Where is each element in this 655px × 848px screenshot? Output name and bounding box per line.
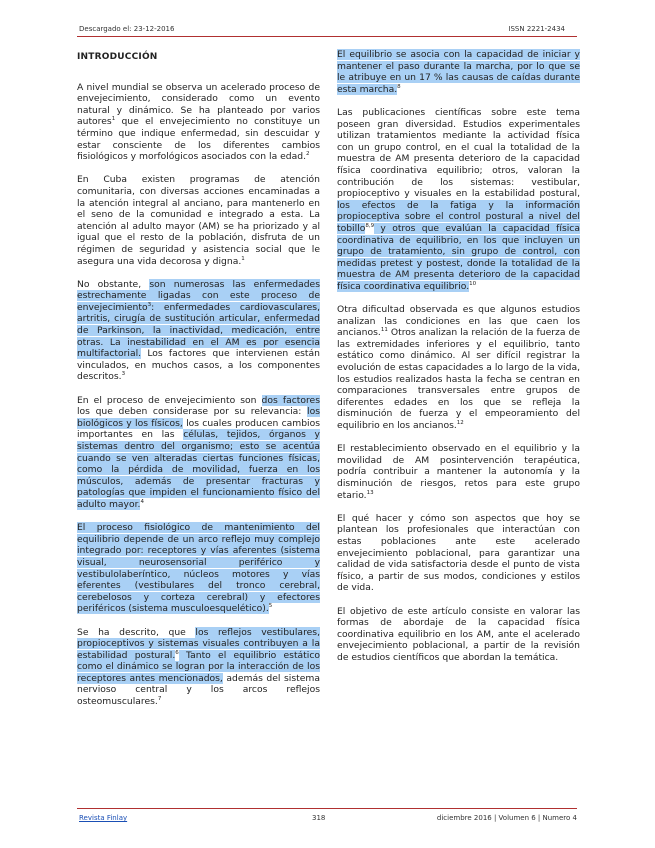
highlight[interactable]: los efectos de la fatiga y la información propioceptiva sobre el control postural a nivel del tobillo xyxy=(337,199,580,234)
right-column xyxy=(337,49,580,675)
footer-rule xyxy=(77,808,577,809)
highlight[interactable]: los biológicos y los físicos, xyxy=(77,406,320,429)
highlight[interactable]: son numerosas las enfermedades estrechamente ligadas con este proceso de envejecimiento xyxy=(77,278,320,313)
highlight[interactable]: Tanto el equilibrio estático como el dinámico se logran por la interacción de los receptores antes mencionados, xyxy=(77,649,321,684)
paragraph: Se ha descrito, que los reflejos vestibulares, propioceptivos y sistemas visuales contribuyen a la estabilidad postural.$^6$ Tanto el equilibrio estático como el dinámico se logran por la interacción de los receptores antes mencionados, además del sistema nervioso central y los arcos reflejos osteomusculares.$^7$ xyxy=(77,626,321,708)
paragraph: El equilibrio se asocia con la capacidad de iniciar y mantener el paso durante la marcha, por lo que se le atribuye en un 17 % las causas de caídas durante esta marcha.$^8$ xyxy=(337,49,580,95)
highlight[interactable]: : enfermedades cardiovasculares, artritis, cirugía de sustitución articular, enfermedad de Parkinson, la inactividad, medicación, entre otras. La inestabilidad en el AM es por esencia multifactorial. xyxy=(77,301,320,360)
page-number: 318 xyxy=(312,814,326,822)
section-heading: INTRODUCCIÓN xyxy=(77,52,158,62)
highlight[interactable]: El proceso fisiológico de mantenimiento del equilibrio depende de un arco reflejo muy complejo integrado por: receptores y vías aferentes (sistema visual, neurosensorial periférico y vestibulolaberíntico, núcleos motores y vías eferentes (vestibulares del tronco cerebral, cerebelosos y corteza cerebral) y efectores periféricos (sistema musculoesquelético). xyxy=(77,522,320,615)
journal-link[interactable]: Revista Finlay xyxy=(79,814,128,822)
paragraph: En el proceso de envejecimiento son dos factores los que deben considerase por su relevancia: los biológicos y los físicos, los cuales producen cambios importantes en las células, tejidos, órganos y sistemas dentro del organismo; esto se acentúa cuando se ven alteradas ciertas funciones físicas, como la pérdida de movilidad, fuerza en los músculos, además de presentar fracturas y patologías que impiden el funcionamiento físico del adulto mayor.$^4$ xyxy=(77,394,320,510)
issue-info: diciembre 2016 | Volumen 6 | Numero 4 xyxy=(436,814,577,822)
paragraph: El proceso fisiológico de mantenimiento del equilibrio depende de un arco reflejo muy complejo integrado por: receptores y vías aferentes (sistema visual, neurosensorial periférico y vestibulolaberíntico, núcleos motores y vías eferentes (vestibulares del tronco cerebral, cerebelosos y corteza cerebral) y efectores periféricos (sistema musculoesquelético).$^5$ xyxy=(77,522,320,615)
left-column xyxy=(77,52,320,719)
download-date: Descargado el: 23-12-2016 xyxy=(79,25,175,33)
paragraph: En Cuba existen programas de atención comunitaria, con diversas acciones encaminadas a la atención integral al anciano, para mantenerlo en el seno de la comunidad e integrado a esta. La atención al adulto mayor (AM) se ha priorizado y al igual que el resto de la población, disfruta de un régimen de seguridad y asistencia social que le asegura una vida decorosa y digna.$^1$ xyxy=(77,174,320,267)
highlight[interactable]: los reflejos vestibulares, propioceptivos y sistemas visuales contribuyen a la estabilidad postural. xyxy=(77,626,320,661)
highlight[interactable]: células, tejidos, órganos y sistemas dentro del organismo; esto se acentúa cuando se ven alteradas ciertas funciones físicas, como la pérdida de movilidad, fuerza en los músculos, además de presentar fracturas y patologías que impiden el funcionamiento físico del adulto mayor. xyxy=(77,429,320,510)
paragraph: El restablecimiento observado en el equilibrio y la movilidad de AM posintervención terapéutica, podría contribuir a mantener la autonomía y la disminución de riesgos, retos para este grupo etario.$^{13}$ xyxy=(337,443,580,501)
paragraph: El qué hacer y cómo son aspectos que hoy se plantean los profesionales que interactúan con estas poblaciones ante este acelerado envejecimiento poblacional, para garantizar una calidad de vida satisfactoria desde el punto de vista físico, a partir de sus modos, condiciones y estilos de vida. xyxy=(337,512,580,594)
paragraph: No obstante, son numerosas las enfermedades estrechamente ligadas con este proceso de envejecimiento$^3$: enfermedades cardiovasculares, artritis, cirugía de sustitución articular, enfermedad de Parkinson, la inactividad, medicación, entre otras. La inestabilidad en el AM es por esencia multifactorial. Los factores que intervienen están vinculados, en muchos casos, a los componentes descritos.$^3$ xyxy=(77,278,320,383)
paragraph: A nivel mundial se observa un acelerado proceso de envejecimiento, considerado como un evento natural y dinámico. Se ha planteado por varios autores$^1$ que el envejecimiento no constituye un término que indique enfermedad, sin descuidar y estar consciente de los diferentes cambios fisiológicos y morfológicos asociados con la edad.$^2$ xyxy=(77,81,320,163)
paragraph: El objetivo de este artículo consiste en valorar las formas de abordaje de la capacidad física coordinativa equilibrio en los AM, ante el acelerado envejecimiento poblacional, a partir de la revisión de estudios científicos que abordan la temática. xyxy=(337,605,580,663)
highlight[interactable]: El equilibrio se asocia con la capacidad de iniciar y mantener el paso durante la marcha, por lo que se le atribuye en un 17 % las causas de caídas durante esta marcha. xyxy=(337,49,580,95)
issn: ISSN 2221-2434 xyxy=(508,25,565,33)
header-rule xyxy=(77,36,577,37)
highlight[interactable]: dos factores xyxy=(261,394,320,406)
paragraph: Las publicaciones científicas sobre este tema poseen gran diversidad. Estudios experimentales utilizan tratamientos mediante la actividad física con un grupo control, en el cual la totalidad de la muestra de AM presenta deterioro de la capacidad física coordinativa equilibrio; otros, valoran la contribución de los sistemas: vestibular, propioceptivo y visuales en la estabilidad postural, los efectos de la fatiga y la información propioceptiva sobre el control postural a nivel del tobillo$^{8,9}$ y otros que evalúan la capacidad física coordinativa de equilibrio, en los que incluyen un grupo de tratamiento, sin grupo de control, con medidas pretest y postest, donde la totalidad de la muestra de AM presenta deterioro de la capacidad física coordinativa equilibrio.$^{10}$ xyxy=(337,106,580,292)
highlight[interactable]: y otros que evalúan la capacidad física coordinativa de equilibrio, en los que incluyen un grupo de tratamiento, sin grupo de control, con medidas pretest y postest, donde la totalidad de la muestra de AM presenta deterioro de la capacidad física coordinativa equilibrio. xyxy=(337,222,580,292)
paragraph: Otra dificultad observada es que algunos estudios analizan las condiciones en las que caen los ancianos.$^{11}$ Otros analizan la relación de la fuerza de las extremidades inferiores y el equilibrio, tanto estático como dinámico. Al ser difícil registrar la evolución de estas capacidades a lo largo de la vida, los estudios realizados hasta la fecha se centran en comparaciones transversales entre grupos de diferentes edades en los que se refleja la disminución de fuerza y el empeoramiento del equilibrio en los ancianos.$^{12}$ xyxy=(337,304,580,431)
